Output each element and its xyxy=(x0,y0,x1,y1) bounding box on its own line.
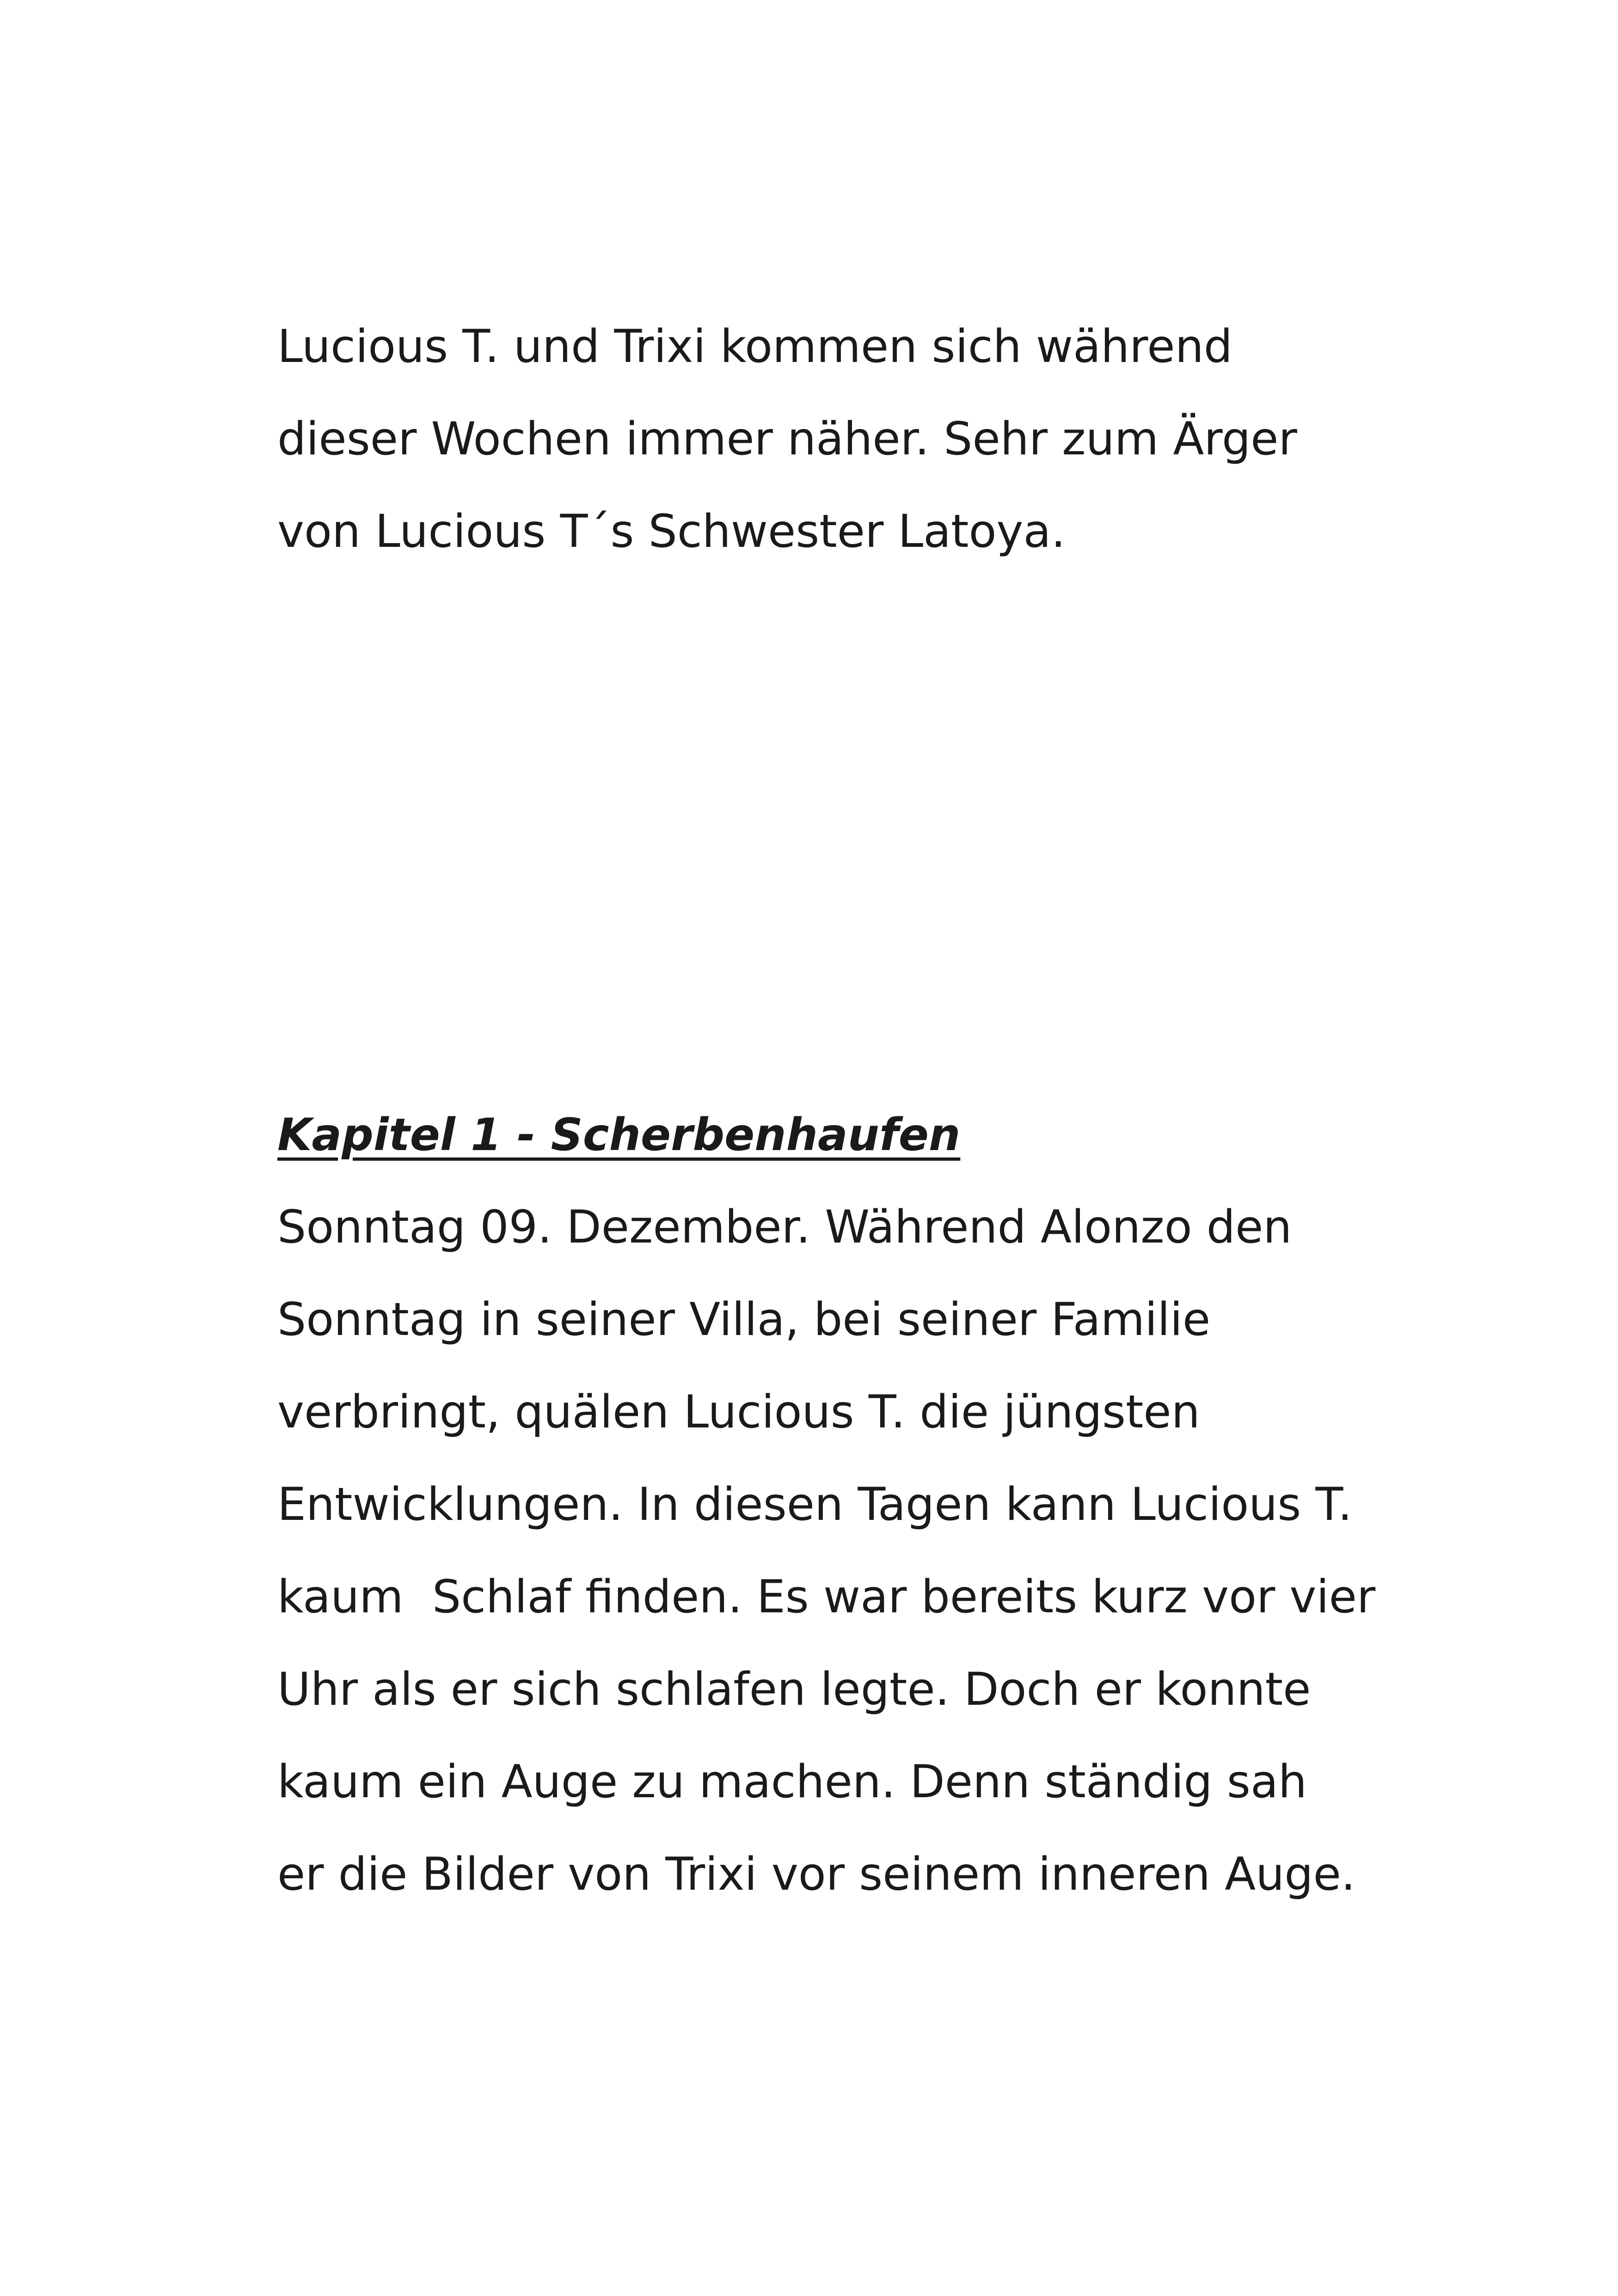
chapter-line-6: Uhr als er sich schlafen legte. Doch er konnte xyxy=(277,1663,1311,1716)
chapter-line-3: verbringt, quälen Lucious T. die jüngsten xyxy=(277,1386,1200,1439)
chapter-heading: Kapitel 1 - Scherbenhaufen xyxy=(277,1109,961,1161)
chapter-line-5: kaum Schlaf finden. Es war bereits kurz vor vier xyxy=(277,1571,1376,1623)
intro-line-2: dieser Wochen immer näher. Sehr zum Ärger xyxy=(277,413,1297,465)
chapter-line-8: er die Bilder von Trixi vor seinem inneren Auge. xyxy=(277,1848,1356,1901)
chapter-line-7: kaum ein Auge zu machen. Denn ständig sah xyxy=(277,1756,1307,1808)
chapter-line-2: Sonntag in seiner Villa, bei seiner Familie xyxy=(277,1293,1211,1346)
chapter-line-1: Sonntag 09. Dezember. Während Alonzo den xyxy=(277,1201,1292,1254)
intro-line-3: von Lucious T´s Schwester Latoya. xyxy=(277,505,1066,558)
intro-line-1: Lucious T. und Trixi kommen sich während xyxy=(277,320,1233,373)
chapter-line-4: Entwicklungen. In diesen Tagen kann Lucious T. xyxy=(277,1478,1353,1531)
